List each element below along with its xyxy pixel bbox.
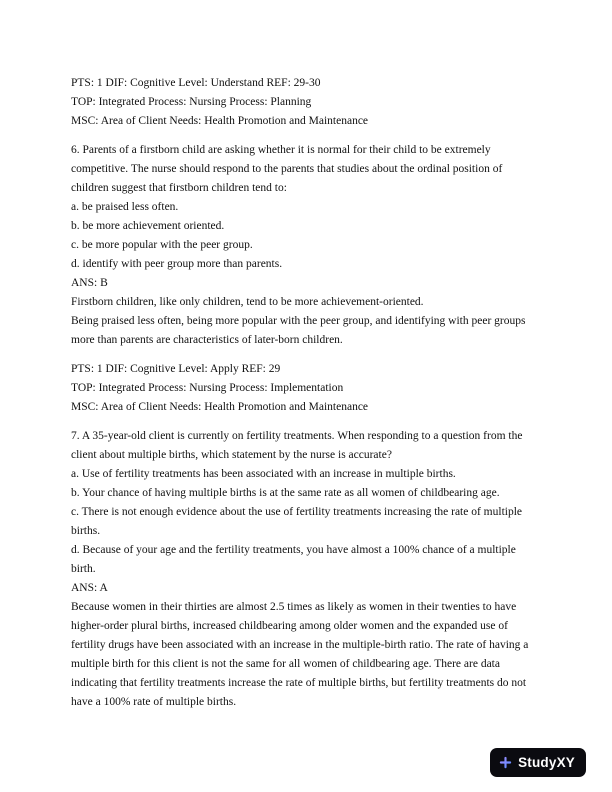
document-page xyxy=(71,74,547,722)
metadata-block-2 xyxy=(71,360,547,417)
question-7-rationale-line: indicating that fertility treatments increase the rate of multiple births, but fertility treatments do not xyxy=(71,677,527,689)
plus-icon xyxy=(499,756,512,769)
question-7-option-c-continued: births. xyxy=(71,525,101,537)
question-6-stem-line: competitive. The nurse should respond to the parents that studies about the ordinal position of xyxy=(71,163,503,175)
question-6-option-b: b. be more achievement oriented. xyxy=(71,220,225,232)
question-7-option-b: b. Your chance of having multiple births is at the same rate as all women of childbearing age. xyxy=(71,487,500,499)
meta-line-top: TOP: Integrated Process: Nursing Process: Planning xyxy=(71,96,312,108)
question-7-rationale-line: Because women in their thirties are almost 2.5 times as likely as women in their twenties to have xyxy=(71,601,517,613)
question-7-option-d: d. Because of your age and the fertility treatments, you have almost a 100% chance of a multiple xyxy=(71,544,516,556)
meta-line-pts: PTS: 1 DIF: Cognitive Level: Apply REF: 29 xyxy=(71,363,281,375)
question-7-rationale-line: higher-order plural births, increased childbearing among older women and the expanded use of xyxy=(71,620,508,632)
question-6-option-c: c. be more popular with the peer group. xyxy=(71,239,253,251)
question-6-option-d: d. identify with peer group more than parents. xyxy=(71,258,283,270)
question-6-rationale-line: Being praised less often, being more popular with the peer group, and identifying with peer groups xyxy=(71,315,526,327)
brand-wordmark: StudyXY xyxy=(518,755,575,770)
meta-line-pts: PTS: 1 DIF: Cognitive Level: Understand REF: 29-30 xyxy=(71,77,321,89)
question-6-rationale-line: more than parents are characteristics of later-born children. xyxy=(71,334,343,346)
meta-line-msc: MSC: Area of Client Needs: Health Promotion and Maintenance xyxy=(71,115,369,127)
question-6-rationale-line: Firstborn children, like only children, tend to be more achievement-oriented. xyxy=(71,296,424,308)
question-7-option-c: c. There is not enough evidence about the use of fertility treatments increasing the rate of multiple xyxy=(71,506,523,518)
question-7-rationale-line: multiple birth for this client is not the same for all women of childbearing age. There are data xyxy=(71,658,500,670)
question-6-block xyxy=(71,141,547,350)
question-7-option-d-continued: birth. xyxy=(71,563,96,575)
studyxy-logo-badge xyxy=(490,748,586,777)
question-6-answer-key: ANS: B xyxy=(71,277,108,289)
question-7-block xyxy=(71,427,547,712)
metadata-block-1 xyxy=(71,74,547,131)
question-7-stem-line: client about multiple births, which statement by the nurse is accurate? xyxy=(71,449,392,461)
question-6-stem-line: 6. Parents of a firstborn child are asking whether it is normal for their child to be extremely xyxy=(71,144,491,156)
question-7-rationale-line: fertility drugs have been associated with an increase in the multiple-birth ratio. The rate of having a xyxy=(71,639,529,651)
question-7-rationale-line: have a 100% rate of multiple births. xyxy=(71,696,237,708)
meta-line-top: TOP: Integrated Process: Nursing Process: Implementation xyxy=(71,382,344,394)
question-7-option-a: a. Use of fertility treatments has been associated with an increase in multiple births. xyxy=(71,468,456,480)
question-7-answer-key: ANS: A xyxy=(71,582,108,594)
question-6-option-a: a. be praised less often. xyxy=(71,201,179,213)
question-7-stem-line: 7. A 35-year-old client is currently on fertility treatments. When responding to a question from the xyxy=(71,430,523,442)
meta-line-msc: MSC: Area of Client Needs: Health Promotion and Maintenance xyxy=(71,401,369,413)
question-6-stem-line: children suggest that firstborn children tend to: xyxy=(71,182,287,194)
